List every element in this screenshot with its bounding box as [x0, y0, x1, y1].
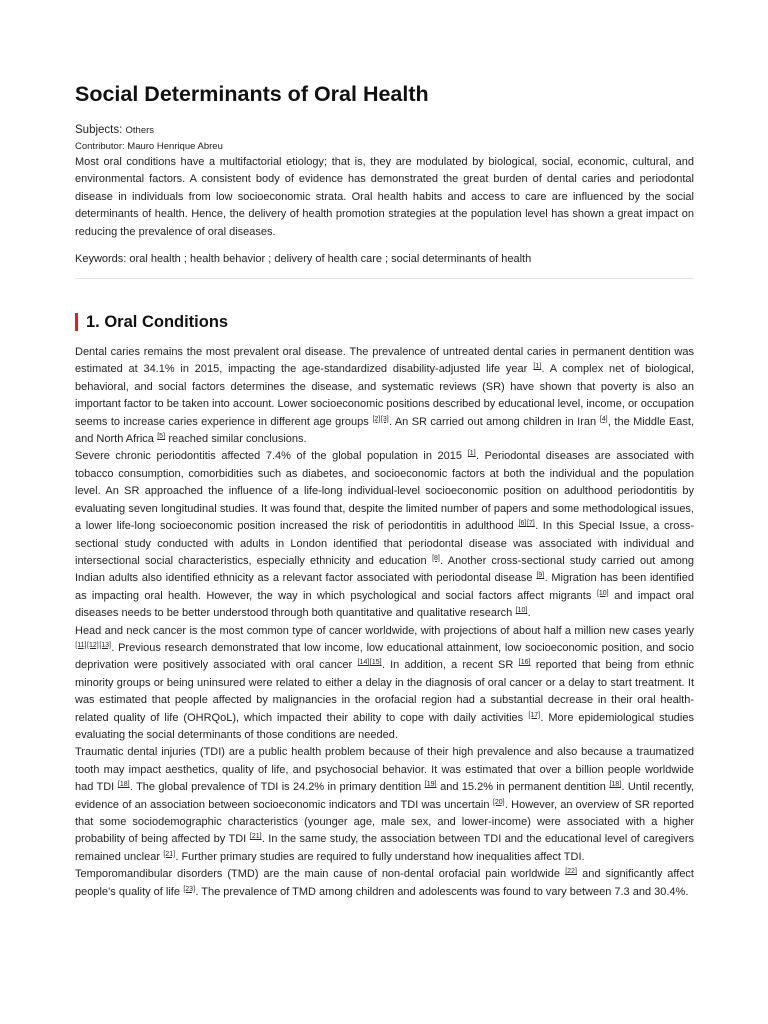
- section-paragraph: [75, 744, 694, 866]
- citation-group: [536, 572, 544, 579]
- citation-group: [533, 363, 541, 370]
- citation-group: [468, 450, 476, 457]
- paragraph-text: . Another cross-sectional study carried out among Indian adults also identified ethnicity as a relevant factor associated with periodontal disease: [75, 554, 695, 585]
- citation-group: [432, 555, 440, 562]
- paragraph-text: . An SR carried out among children in Iran: [388, 415, 600, 428]
- citation-group: [518, 520, 535, 527]
- keyword-separator: ;: [180, 253, 190, 266]
- citation-group: [493, 799, 505, 806]
- keyword-link[interactable]: health behavior: [189, 253, 266, 266]
- citation-link[interactable]: [3]: [380, 415, 389, 423]
- keyword-separator: ;: [265, 253, 275, 266]
- citation-link[interactable]: [2]: [372, 415, 381, 423]
- citation-group: [515, 607, 527, 614]
- citation-group: [163, 851, 175, 858]
- paragraph-text: . Further primary studies are required to fully understand how inequalities affect TDI.: [175, 850, 585, 863]
- citation-group: [528, 712, 540, 719]
- citation-link[interactable]: [20]: [492, 798, 505, 806]
- section-paragraph: [75, 448, 694, 622]
- citation-link[interactable]: [14]: [357, 659, 370, 667]
- citation-link[interactable]: [16]: [518, 659, 531, 667]
- citation-group: [75, 642, 111, 649]
- section-paragraph: [75, 866, 694, 901]
- paragraph-text: Dental caries remains the most prevalent oral disease. The prevalence of untreated dental caries in permanent dentition was estimated at 34.1% in 2015, impacting the age-standardized disability-adjusted life year: [75, 346, 694, 376]
- keywords-label: Keywords:: [75, 253, 127, 266]
- paragraph-text: . However, an overview of SR reported that some sociodemographic characteristics (younger age, male sex, and lower-income) were associated with a higher probability of being affected by TDI: [75, 798, 695, 846]
- citation-link[interactable]: [18]: [609, 781, 622, 789]
- citation-link[interactable]: [7]: [526, 520, 535, 528]
- citation-link[interactable]: [21]: [163, 850, 176, 858]
- section-divider: [75, 278, 694, 279]
- paragraph-text: reached similar conclusions.: [165, 433, 307, 446]
- section-body: [75, 344, 694, 901]
- subjects-line: [75, 122, 694, 139]
- citation-group: [372, 416, 389, 423]
- paragraph-text: . In this Special Issue, a cross-sectional study conducted with adults in London identified that periodontal disease was associated with individual and intersectional social characteristics, especially ethnicity and education: [75, 520, 694, 567]
- citation-link[interactable]: [6]: [518, 520, 527, 528]
- citation-link[interactable]: [19]: [424, 781, 437, 789]
- citation-link[interactable]: [10]: [596, 589, 609, 597]
- citation-link[interactable]: [13]: [99, 641, 112, 649]
- citation-group: [565, 868, 577, 875]
- paragraph-text: . The global prevalence of TDI is 24.2% in primary dentition: [129, 781, 425, 794]
- citation-link[interactable]: [15]: [369, 659, 382, 667]
- paragraph-text: and significantly affect people’s quality of life: [75, 868, 694, 898]
- citation-link[interactable]: [9]: [536, 572, 545, 580]
- paragraph-text: . The prevalence of TMD among children and adolescents was found to vary between 7.3 and 30.4%.: [195, 885, 689, 898]
- citation-group: [357, 659, 382, 666]
- paragraph-text: . More epidemiological studies evaluating the social determinants of those conditions are needed.: [75, 711, 694, 741]
- paragraph-text: . Previous research demonstrated that low income, low educational attainment, low socioeconomic position, and socio deprivation were positively associated with oral cancer: [75, 641, 694, 672]
- paragraph-text: Traumatic dental injuries (TDI) are a public health problem because of their high prevalence and also because a traumatized tooth may impact aesthetics, quality of life, and psychosocial behavior. It was estimated that over a billion people worldwide had TDI: [75, 746, 694, 794]
- section-paragraph: [75, 344, 694, 448]
- paragraph-text: , the Middle East, and North Africa: [75, 415, 695, 446]
- article-title: Social Determinants of Oral Health: [75, 82, 429, 106]
- paragraph-text: . Migration has been identified as impacting oral health. However, the way in which psychological and social factors affect migrants: [75, 572, 694, 602]
- citation-link[interactable]: [5]: [157, 433, 166, 441]
- keyword-link[interactable]: oral health: [129, 253, 181, 266]
- paragraph-text: . Until recently, evidence of an association between socioeconomic indicators and TDI was uncertain: [75, 781, 694, 811]
- keyword-link[interactable]: social determinants of health: [391, 253, 532, 266]
- citation-link[interactable]: [22]: [565, 868, 577, 876]
- paragraph-text: . In addition, a recent SR: [381, 659, 519, 672]
- subjects-label: Subjects:: [75, 124, 123, 136]
- citation-link[interactable]: [1]: [533, 363, 542, 371]
- article-content: [75, 78, 694, 901]
- paragraph-text: reported that being from ethnic minority groups or being uninsured were related to either a delay in the diagnosis of oral cancer or a delay to start treatment. It was estimated that people affected by malignancies in the orofacial region had a substantial decrease in their oral health-related quality of life (OHRQoL), which impacted their ability to cope with daily activities: [75, 659, 694, 724]
- citation-group: [250, 833, 262, 840]
- citation-group: [518, 659, 530, 666]
- paragraph-text: and 15.2% in permanent dentition: [436, 781, 610, 794]
- paragraph-text: Head and neck cancer is the most common type of cancer worldwide, with projections of about half a million new cases yearly: [75, 624, 694, 637]
- citation-group: [609, 781, 621, 788]
- citation-link[interactable]: [12]: [87, 641, 99, 649]
- citation-link[interactable]: [8]: [432, 554, 440, 562]
- citation-link[interactable]: [10]: [515, 607, 528, 615]
- contributor-name[interactable]: Mauro Henrique Abreu: [127, 141, 223, 152]
- citation-link[interactable]: [23]: [183, 885, 196, 893]
- citation-link[interactable]: [1]: [467, 450, 476, 458]
- citation-group: [183, 886, 195, 893]
- subjects-value[interactable]: Others: [125, 125, 155, 136]
- keywords-line: [75, 251, 694, 268]
- paragraph-text: . In the same study, the association between TDI and the educational level of caregivers remained unclear: [75, 833, 694, 863]
- abstract-text: Most oral conditions have a multifactorial etiology; that is, they are modulated by biological, social, economic, cultural, and environmental factors. A consistent body of evidence has demonstrated the great burden of dental caries and periodontal disease in individuals from low socioeconomic strata. Oral health habits and access to care are influenced by the social determinants of health. Hence, the delivery of health promotion strategies at the population level has shown a great impact on reducing the prevalence of oral diseases.: [75, 156, 694, 238]
- keywords-list: [129, 253, 531, 265]
- citation-link[interactable]: [18]: [117, 781, 130, 789]
- citation-link[interactable]: [17]: [528, 711, 541, 719]
- keyword-separator: ;: [382, 253, 392, 266]
- paragraph-text: Temporomandibular disorders (TMD) are the main cause of non-dental orofacial pain worldwide: [75, 868, 565, 881]
- citation-group: [600, 416, 608, 423]
- citation-link[interactable]: [11]: [75, 641, 87, 649]
- paragraph-text: and impact oral diseases needs to be better understood through both quantitative and qualitative research: [75, 589, 694, 620]
- keyword-link[interactable]: delivery of health care: [274, 253, 382, 266]
- citation-link[interactable]: [21]: [249, 833, 262, 841]
- paragraph-text: . A complex net of biological, behavioral, and social factors determines the disease, and systematic reviews (SR) have shown that poverty is also an important factor to be taken into account. Lower socioeconomic positions described by educational level, income, or occupation seems to increase caries experience in different age groups: [75, 363, 694, 428]
- paragraph-text: . Periodontal diseases are associated with tobacco consumption, comorbidities such as diabetes, and socioeconomic factors at both the individual and the population level. An SR approached the influence of a life-long individual-level socioeconomic position on adulthood periodontitis by evaluating seven longitudinal studies. It was found that, despite the limited number of papers and some methodological issues, a lower life-long socioeconomic position increased the risk of periodontitis in adulthood: [75, 450, 694, 533]
- paragraph-text: Severe chronic periodontitis affected 7.4% of the global population in 2015: [75, 450, 468, 463]
- paragraph-text: .: [527, 607, 531, 620]
- citation-group: [424, 781, 436, 788]
- citation-link[interactable]: [4]: [599, 415, 608, 423]
- contributor-label: Contributor:: [75, 141, 125, 152]
- contributor-line: [75, 140, 694, 154]
- citation-group: [118, 781, 130, 788]
- citation-group: [597, 590, 609, 597]
- section-paragraph: [75, 623, 694, 745]
- section-heading: 1. Oral Conditions: [75, 313, 694, 331]
